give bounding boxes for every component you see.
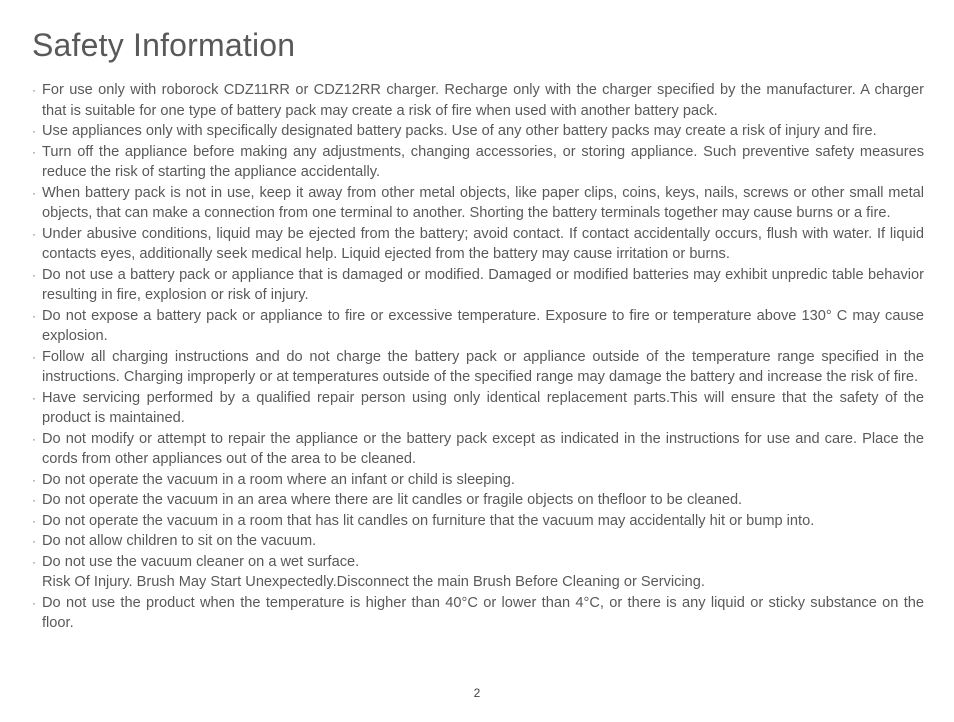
page-title: Safety Information [32, 27, 296, 63]
bullet-icon: · [32, 493, 36, 507]
item-text: Have servicing performed by a qualified repair person using only identical replacement parts.This will ensure that the safety of the product is maintained. [42, 389, 924, 426]
bullet-icon: · [32, 390, 36, 405]
bullet-icon: · [32, 185, 36, 200]
list-item [32, 593, 924, 634]
list-item [32, 429, 924, 470]
item-text: Do not use a battery pack or appliance that is damaged or modified. Damaged or modified batteries may exhibit unpredic table behavior resulting in fire, explosion or risk of injury. [42, 266, 924, 303]
bullet-icon: · [32, 267, 36, 282]
item-text: Do not allow children to sit on the vacuum. [42, 533, 317, 549]
list-item [32, 306, 924, 347]
item-text: Do not modify or attempt to repair the appliance or the battery pack except as indicated in the instructions for use and care. Place the cords from other appliances out of the area to be cleaned. [42, 430, 924, 467]
list-item [32, 388, 924, 429]
list-item [32, 531, 924, 552]
list-item [32, 347, 924, 388]
injury-warning-note: Risk Of Injury. Brush May Start Unexpectedly.Disconnect the main Brush Before Cleaning or Servicing. [42, 574, 705, 590]
list-item [32, 511, 924, 532]
list-item [32, 224, 924, 265]
item-text: Do not operate the vacuum in a room that has lit candles on furniture that the vacuum may accidentally hit or bump into. [42, 512, 815, 529]
list-item [32, 265, 924, 306]
bullet-icon: · [32, 226, 36, 241]
bullet-icon: · [32, 83, 36, 97]
item-text: Do not expose a battery pack or appliance to fire or excessive temperature. Exposure to fire or temperature above 130° C may cause explosion. [42, 307, 924, 344]
item-text: Do not use the product when the temperature is higher than 40°C or lower than 4°C, or there is any liquid or sticky substance on the floor. [42, 594, 924, 631]
safety-list [32, 80, 924, 634]
list-item [32, 470, 924, 491]
list-item [32, 80, 924, 121]
item-text: Turn off the appliance before making any adjustments, changing accessories, or storing appliance. Such preventive safety measures reduce the risk of starting the appliance accidentally. [42, 143, 924, 180]
bullet-icon: · [32, 144, 36, 159]
item-text: When battery pack is not in use, keep it away from other metal objects, like paper clips, coins, keys, nails, screws or other small metal objects, that can make a connection from one terminal to another. Shorting the battery terminals together may cause burns or a fire. [42, 184, 924, 221]
item-text: For use only with roborock CDZ11RR or CDZ12RR charger. Recharge only with the charger specified by the manufacturer. A charger that is suitable for one type of battery pack may create a risk of fire when used with another battery pack. [42, 82, 924, 119]
bullet-icon: · [32, 349, 36, 364]
bullet-icon: · [32, 308, 36, 323]
item-text: Do not use the vacuum cleaner on a wet surface. [42, 553, 360, 570]
bullet-icon: · [32, 554, 36, 569]
item-text: Do not operate the vacuum in an area where there are lit candles or fragile objects on thefloor to be cleaned. [42, 492, 743, 508]
item-text: Use appliances only with specifically designated battery packs. Use of any other battery packs may create a risk of injury and fire. [42, 123, 877, 139]
item-text: Follow all charging instructions and do not charge the battery pack or appliance outside of the temperature range specified in the instructions. Charging improperly or at temperatures outside of the specified range may damage the battery and increase the risk of fire. [42, 348, 924, 385]
bullet-icon: · [32, 513, 36, 528]
list-item [32, 552, 924, 593]
bullet-icon: · [32, 472, 36, 487]
list-item [32, 490, 924, 511]
page-number: 2 [473, 686, 481, 700]
item-text: Under abusive conditions, liquid may be ejected from the battery; avoid contact. If contact accidentally occurs, flush with water. If liquid contacts eyes, additionally seek medical help. Liquid ejected from the battery may cause irritation or burns. [42, 225, 924, 262]
bullet-icon: · [32, 124, 36, 138]
bullet-icon: · [32, 595, 36, 610]
list-item [32, 142, 924, 183]
list-item [32, 121, 924, 142]
list-item [32, 183, 924, 224]
item-text: Do not operate the vacuum in a room where an infant or child is sleeping. [42, 471, 515, 488]
bullet-icon: · [32, 534, 36, 548]
bullet-icon: · [32, 431, 36, 446]
